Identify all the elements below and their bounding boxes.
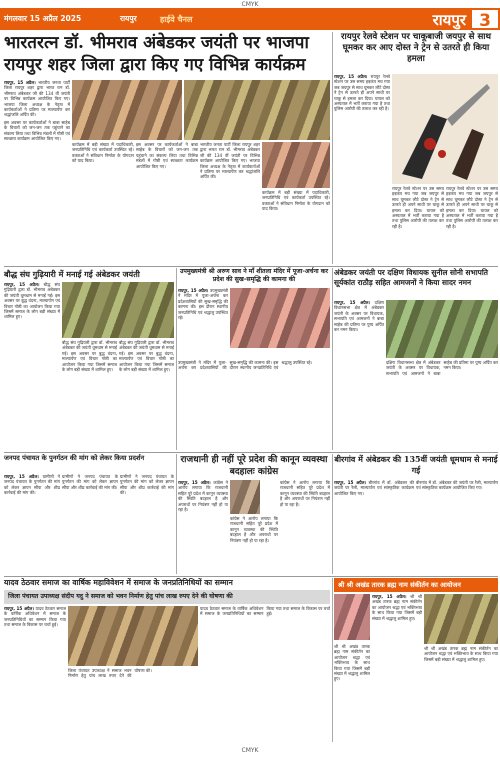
birgaon-column-1 (334, 480, 414, 574)
kirtan-column-2 (334, 644, 370, 742)
kirtan-body-cont: श्री श्री अखंड तारक ब्रह्म नाम संकीर्तन का आयोजन श्रद्धा एवं भक्तिभाव के साथ किया गया जिसमें बड़ी संख्या में श्रद्धालु शामिल हुए। (334, 644, 370, 682)
lead-column-2 (72, 142, 134, 264)
bottom-registration-mark: CMYK (241, 747, 259, 754)
buddha-column-2 (62, 340, 117, 450)
law-body-cont-2: कांग्रेस ने आरोप लगाया कि राजधानी सहित पूरे प्रदेश में कानून व्यवस्था की स्थिति बदहाल है और अपराधों पर नियंत्रण नहीं हो पा रहा है। (280, 480, 330, 507)
buddha-column-3 (119, 340, 174, 450)
south-photo (386, 300, 498, 358)
lead-photo-1 (72, 80, 182, 140)
janpad-body: ग्रामीणों ने जनपद पंचायत के पुनर्गठन की मांग को लेकर ज्ञापन सौंपा और शीघ्र कार्रवाई की मांग की। (4, 474, 60, 496)
birgaon-column-2 (416, 480, 498, 574)
kirtan-body: श्री श्री अखंड तारक ब्रह्म नाम संकीर्तन का आयोजन श्रद्धा एवं भक्तिभाव के साथ किया गया जिसमें बड़ी संख्या में श्रद्धालु शामिल हुए। (372, 594, 422, 621)
side-story-column-2 (392, 186, 444, 264)
janpad-body-cont-2: ग्रामीणों ने जनपद पंचायत के पुनर्गठन की मांग को लेकर ज्ञापन सौंपा और शीघ्र कार्रवाई की मांग की। (120, 474, 174, 496)
janpad-column-2 (62, 474, 118, 574)
buddha-story-headline: बौद्ध संघ गुढ़ियारी में मनाई गई अंबेडकर जयंती (4, 269, 140, 279)
yadav-photo (68, 606, 198, 666)
buddha-column-1 (4, 282, 60, 450)
lead-body-3: कार्यक्रम में बड़ी संख्या में पदाधिकारी, जनप्रतिनिधि एवं कार्यकर्ता उपस्थित रहे। वक्ताओं ने संविधान निर्माता के योगदान को याद किया। (72, 142, 134, 164)
side-story-column-1 (334, 74, 390, 264)
kirtan-photo (424, 594, 498, 644)
side-story-headline: रायपुर रेलवे स्टेशन पर चाकूबाजी जयपुर से साथ घूमकर कर आए दोस्त ने ट्रेन से उतरते ही किया हमला (341, 32, 491, 64)
lead-column-3 (136, 142, 198, 264)
kirtan-column-1 (372, 594, 422, 742)
knife-attack-illustration-icon (392, 74, 498, 184)
janpad-byline: रायपुर, 15 अप्रैल। (4, 474, 39, 479)
section-title: रायपुर (432, 11, 466, 29)
buddha-body: बौद्ध संघ गुढ़ियारी द्वारा डॉ. भीमराव अंबेडकर की जयंती धूमधाम से मनाई गई। इस अवसर पर बुद्ध वंदना, माल्यार्पण एवं विचार गोष्ठी का आयोजन किया गया जिसमें समाज के लोग बड़ी संख्या में शामिल हुए। (4, 282, 60, 320)
newspaper-brand: हाईवे चैनल (160, 14, 193, 24)
law-story-headline: राजधानी ही नहीं पूरे प्रदेश की कानून व्यवस्था बदहालः कांग्रेस (180, 455, 328, 477)
law-column-3 (280, 480, 330, 574)
lead-photo-3 (262, 142, 330, 188)
south-body-cont: दक्षिण विधानसभा क्षेत्र में अंबेडकर जयंती के अवसर पर विधायक, सभापति एवं आमजनों ने बाबा साहेब की प्रतिमा पर पुष्प अर्पित कर नमन किया। (386, 360, 498, 376)
law-body-cont: कांग्रेस ने आरोप लगाया कि राजधानी सहित पूरे प्रदेश में कानून व्यवस्था की स्थिति बदहाल है और अपराधों पर नियंत्रण नहीं हो पा रहा है। (230, 516, 278, 543)
lead-photo-2 (184, 80, 330, 140)
lead-byline: रायपुर, 15 अप्रैल। (4, 80, 36, 85)
top-registration-mark: CMYK (241, 1, 259, 8)
buddha-photo (62, 282, 174, 338)
minister-columns (178, 360, 330, 450)
law-column-1 (178, 480, 228, 574)
side-story-body: रायपुर रेलवे स्टेशन पर उस समय हड़कंप मच गया जब जयपुर से साथ घूमकर लौटे दोस्त ने ट्रेन से उतरते ही अपने साथी पर चाकू से हमला कर दिया। घायल को अस्पताल में भर्ती कराया गया है तथा पुलिस आरोपी की तलाश कर रही है। (334, 74, 390, 112)
law-body: कांग्रेस ने आरोप लगाया कि राजधानी सहित पूरे प्रदेश में कानून व्यवस्था की स्थिति बदहाल है और अपराधों पर नियंत्रण नहीं हो पा रहा है। (178, 480, 228, 513)
kirtan-story-headline: श्री श्री अखंड तारक ब्रह्म नाम संकीर्तन का आयोजन (334, 578, 498, 592)
side-story-body-cont: रायपुर रेलवे स्टेशन पर उस समय हड़कंप मच गया जब जयपुर से साथ घूमकर लौटे दोस्त ने ट्रेन से उतरते ही अपने साथी पर चाकू से हमला कर दिया। घायल को अस्पताल में भर्ती कराया गया है तथा पुलिस आरोपी की तलाश कर रही है। (392, 186, 444, 229)
janpad-column-3 (120, 474, 174, 574)
kirtan-body-cont-2: श्री श्री अखंड तारक ब्रह्म नाम संकीर्तन का आयोजन श्रद्धा एवं भक्तिभाव के साथ किया गया जिसमें बड़ी संख्या में श्रद्धालु शामिल हुए। (424, 646, 498, 662)
lead-column-1 (4, 80, 70, 264)
page-header (0, 8, 500, 30)
bhawan-story-headline: जिला पंचायत उपाध्यक्ष संदीप यदु ने समाज को भवन निर्माण हेतु पांच लाख रुपए देने की घोषणा की (4, 590, 330, 604)
south-column-1 (334, 300, 384, 450)
birgaon-body-cont: बीरगांव में डॉ. अंबेडकर की जयंती पर रैली, माल्यार्पण एवं सांस्कृतिक कार्यक्रम आयोजित किए गए। (416, 480, 498, 491)
janpad-column-1 (4, 474, 60, 574)
minister-body: उपमुख्यमंत्री ने मंदिर में पूजा-अर्चना कर प्रदेशवासियों की सुख-समृद्धि की कामना की। इस दौरान स्थानीय जनप्रतिनिधि एवं श्रद्धालु उपस्थित रहे। (178, 288, 228, 321)
south-byline: रायपुर, 15 अप्रैल। (334, 300, 371, 305)
lead-headline-line-2: रायपुर शहर जिला द्वारा किए गए विभिन्न कार्यक्रम (4, 55, 306, 75)
south-columns (386, 360, 498, 450)
side-story-byline: रायपुर, 15 अप्रैल। (334, 74, 368, 79)
janpad-story-headline: जनपद पंचायत के पुनर्गठन की मांग को लेकर किया प्रदर्शन (4, 454, 145, 462)
south-body: दक्षिण विधानसभा क्षेत्र में अंबेडकर जयंती के अवसर पर विधायक, सभापति एवं आमजनों ने बाबा साहेब की प्रतिमा पर पुष्प अर्पित कर नमन किया। (334, 300, 384, 333)
yadav-body-cont: यादव ठेठवार समाज के वार्षिक अधिवेशन में समाज के जनप्रतिनिधियों का सम्मान किया गया तथा समाज के विकास पर चर्चा हुई। (200, 606, 330, 617)
kirtan-portrait (334, 594, 370, 640)
law-byline: रायपुर, 15 अप्रैल। (178, 480, 211, 485)
side-story-body-cont-2: रायपुर रेलवे स्टेशन पर उस समय हड़कंप मच गया जब जयपुर से साथ घूमकर लौटे दोस्त ने ट्रेन से उतरते ही अपने साथी पर चाकू से हमला कर दिया। घायल को अस्पताल में भर्ती कराया गया है तथा पुलिस आरोपी की तलाश कर रही है। (446, 186, 498, 229)
buddha-body-cont: बौद्ध संघ गुढ़ियारी द्वारा डॉ. भीमराव अंबेडकर की जयंती धूमधाम से मनाई गई। इस अवसर पर बुद्ध वंदना, माल्यार्पण एवं विचार गोष्ठी का आयोजन किया गया जिसमें समाज के लोग बड़ी संख्या में शामिल हुए। (62, 340, 117, 373)
janpad-body-cont: ग्रामीणों ने जनपद पंचायत के पुनर्गठन की मांग को लेकर ज्ञापन सौंपा और शीघ्र कार्रवाई की मांग की। (62, 474, 118, 490)
minister-body-cont: उपमुख्यमंत्री ने मंदिर में पूजा-अर्चना कर प्रदेशवासियों की सुख-समृद्धि की कामना की। इस दौरान स्थानीय जनप्रतिनिधि एवं श्रद्धालु उपस्थित रहे। (178, 360, 313, 371)
birgaon-byline: रायपुर, 15 अप्रैल। (334, 480, 367, 485)
lead-body-2: इस अवसर पर कार्यकर्ताओं ने बाबा साहेब के विचारों को जन-जन तक पहुंचाने का संकल्प लिया तथा विभिन्न मंडलों में गोष्ठी एवं स्वच्छता कार्यक्रम आयोजित किए गए। (4, 119, 70, 142)
birgaon-story-headline: बीरगांव में अंबेडकर की 135वीं जयंती धूमधाम से मनाई गई (334, 454, 498, 475)
side-story-column-3 (446, 186, 498, 264)
lead-column-4 (200, 142, 260, 264)
issue-date: मंगलवार 15 अप्रैल 2025 (4, 14, 82, 23)
yadav-columns-2 (200, 606, 330, 742)
buddha-byline: रायपुर, 15 अप्रैल। (4, 282, 40, 287)
kirtan-column-3 (424, 646, 498, 742)
minister-column-1 (178, 288, 228, 358)
kirtan-byline: रायपुर, 15 अप्रैल। (372, 594, 407, 599)
page-number: 3 (470, 8, 500, 30)
side-story-illustration (392, 74, 498, 184)
birgaon-body: बीरगांव में डॉ. अंबेडकर की जयंती पर रैली, माल्यार्पण एवं सांस्कृतिक कार्यक्रम आयोजित किए गए। (334, 480, 414, 496)
yadav-byline: रायपुर, 15 अप्रैल। (4, 606, 34, 611)
buddha-body-cont-2: बौद्ध संघ गुढ़ियारी द्वारा डॉ. भीमराव अंबेडकर की जयंती धूमधाम से मनाई गई। इस अवसर पर बुद्ध वंदना, माल्यार्पण एवं विचार गोष्ठी का आयोजन किया गया जिसमें समाज के लोग बड़ी संख्या में शामिल हुए। (119, 340, 174, 373)
yadav-columns (68, 668, 198, 742)
lead-body-1: भारतीय जनता पार्टी जिला रायपुर शहर द्वारा भारत रत्न डॉ. भीमराव अंबेडकर जी की 134 वीं जयंती पर विभिन्न कार्यक्रम आयोजित किए गए। भाजपा जिला अध्यक्ष के नेतृत्व में कार्यकर्ताओं ने प्रतिमा पर माल्यार्पण कर श्रद्धांजलि अर्पित की। (4, 80, 70, 118)
lead-column-5 (262, 190, 330, 264)
minister-byline: रायपुर, 15 अप्रैल। (178, 288, 209, 293)
side-story (334, 32, 498, 65)
minister-photo (230, 288, 330, 348)
yadav-body: यादव ठेठवार समाज के वार्षिक अधिवेशन में समाज के जनप्रतिनिधियों का सम्मान किया गया तथा समाज के विकास पर चर्चा हुई। (4, 606, 66, 628)
lead-body-3-cont: कार्यक्रम में बड़ी संख्या में पदाधिकारी, जनप्रतिनिधि एवं कार्यकर्ता उपस्थित रहे। वक्ताओं ने संविधान निर्माता के योगदान को याद किया। (262, 190, 330, 212)
bhawan-body: जिला पंचायत उपाध्यक्ष ने समाज भवन निर्माण हेतु पांच लाख रुपए देने की घोषणा की। (68, 668, 152, 679)
yadav-story-headline: यादव ठेठवार समाज का वार्षिक महाविवेशन में समाज के जनप्रतिनिधियों का सम्मान (4, 578, 233, 587)
lead-body-1-cont: भारतीय जनता पार्टी जिला रायपुर शहर द्वारा भारत रत्न डॉ. भीमराव अंबेडकर जी की 134 वीं जयंती पर विभिन्न कार्यक्रम आयोजित किए गए। भाजपा जिला अध्यक्ष के नेतृत्व में कार्यकर्ताओं ने प्रतिमा पर माल्यार्पण कर श्रद्धांजलि अर्पित की। (200, 142, 260, 180)
law-portrait (230, 480, 260, 514)
lead-headline-line-1: भारतरत्न डॉ. भीमराव अंबेडकर जयंती पर भाजपा (4, 33, 309, 53)
minister-story-headline: उपमुख्यमंत्री श्री अरुण साव ने माँ शीतला मंदिर में पूजा-अर्चना कर प्रदेश की सुख-समृद्धि की कामना की (179, 268, 329, 283)
yadav-column-1 (4, 606, 66, 742)
edition-city: रायपुर (120, 14, 137, 23)
lead-body-2-cont: इस अवसर पर कार्यकर्ताओं ने बाबा साहेब के विचारों को जन-जन तक पहुंचाने का संकल्प लिया तथा विभिन्न मंडलों में गोष्ठी एवं स्वच्छता कार्यक्रम आयोजित किए गए। (136, 142, 198, 169)
law-column-2 (230, 516, 278, 574)
south-story-headline: अंबेडकर जयंती पर दक्षिण विधायक सुनील सोनी सभापति सूर्यकांत राठौड़ सहित आमजनों ने किया सादर नमन (334, 268, 488, 287)
